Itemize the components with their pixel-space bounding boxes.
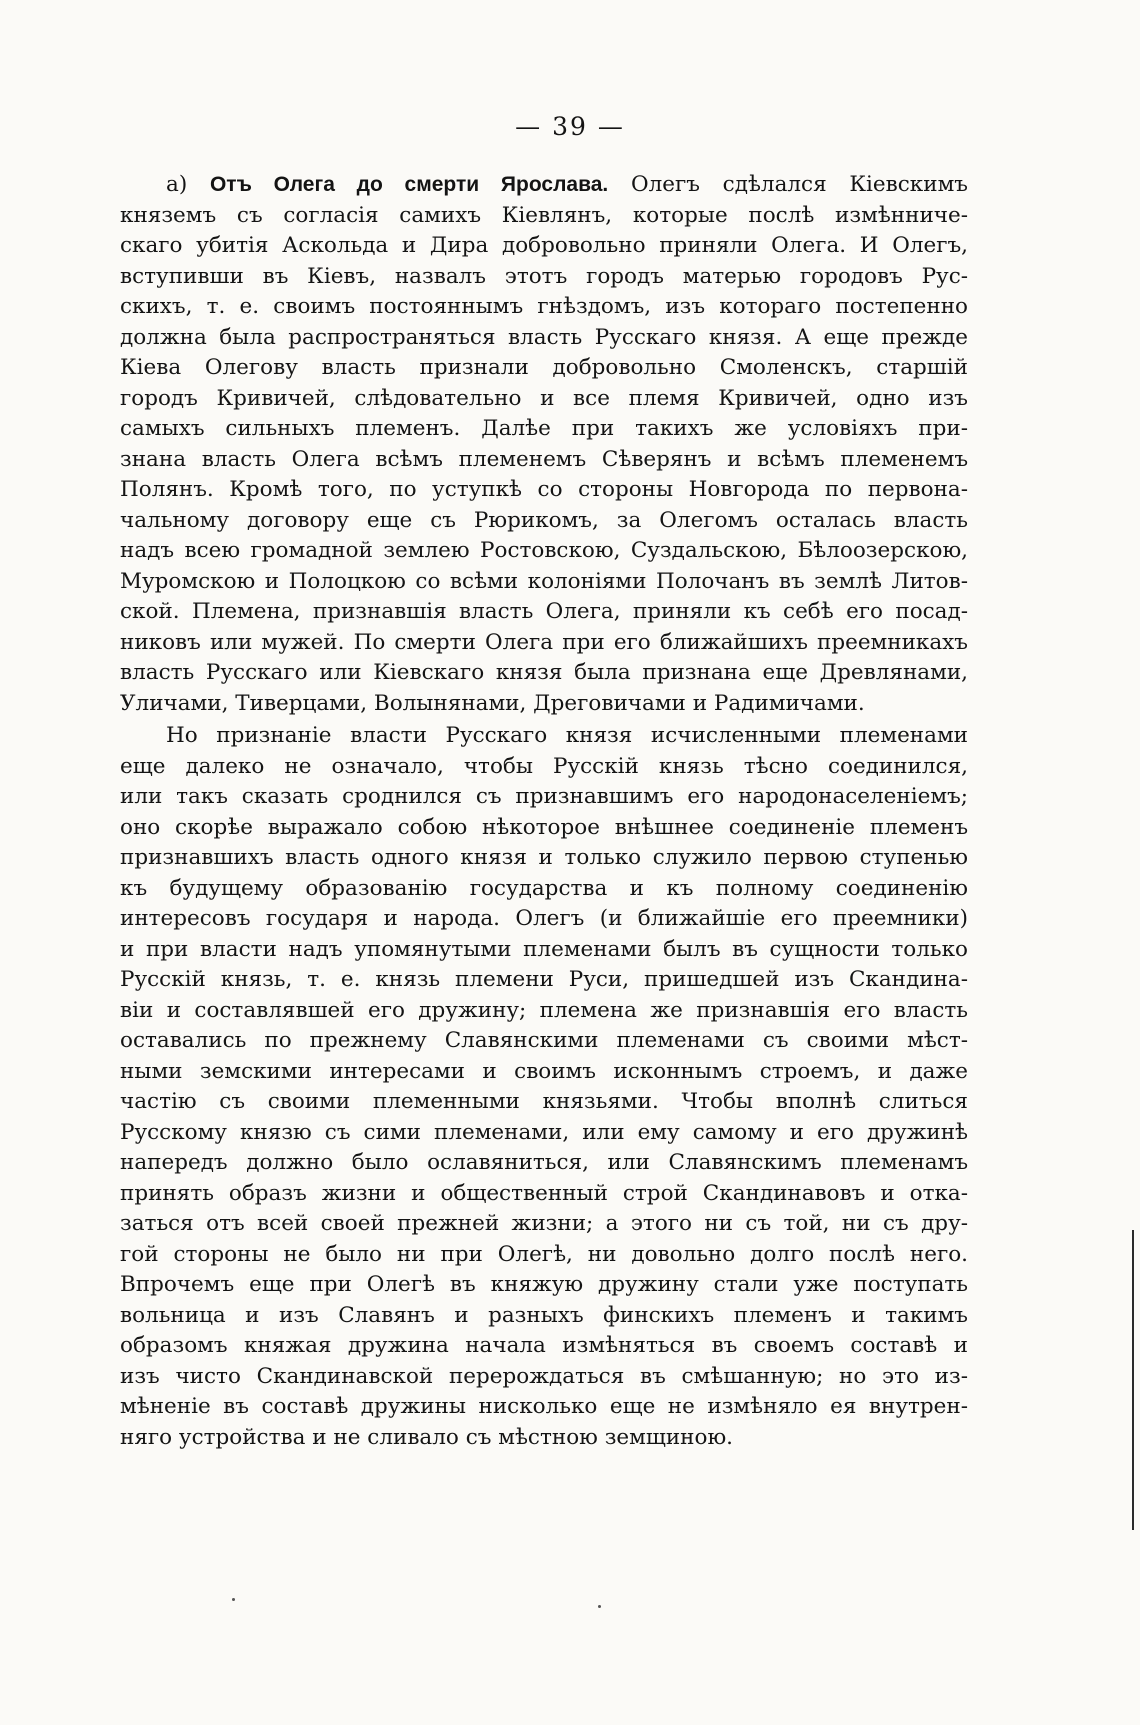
text-line: Уличами, Тиверцами, Волынянами, Дреговичами и Радимичами.	[120, 690, 865, 716]
text-line: мѣненіе въ составѣ дружины нисколько еще не измѣняло ея внутрен-	[120, 1394, 968, 1419]
text-line: интересовъ государя и народа. Олегъ (и ближайшіе его преемники)	[120, 906, 968, 931]
text-line: Русскій князь, т. е. князь племени Руси, пришедшей изъ Скандина-	[120, 967, 968, 992]
text-line: ными земскими интересами и своимъ исконнымъ строемъ, и даже	[120, 1058, 968, 1084]
text-line: вступивши въ Кіевъ, назвалъ этотъ городъ матерью городовъ Рус-	[120, 263, 968, 289]
text-line: скаго убитія Аскольда и Дира добровольно приняли Олега. И Олегъ,	[120, 233, 968, 258]
text-line: городъ Кривичей, слѣдовательно и все племя Кривичей, одно изъ	[120, 385, 968, 411]
text-line: знана власть Олега всѣмъ племенемъ Сѣверянъ и всѣмъ племенемъ	[120, 446, 968, 472]
text-line: няго устройства и не сливало съ мѣстною земщиною.	[120, 1424, 734, 1450]
text-line: еще далеко не означало, чтобы Русскій князь тѣсно соединился,	[120, 753, 968, 779]
section-heading: Отъ Олега до смерти Ярослава.	[209, 173, 609, 196]
text-line: Муромскою и Полоцкою со всѣми колоніями Полочанъ въ землѣ Литов-	[120, 568, 968, 594]
text-line: или такъ сказать сроднился съ признавшимъ его народонаселеніемъ;	[120, 784, 968, 809]
paragraph-1-first-line	[120, 170, 968, 201]
text-line: частію съ своими племенными князьями. Чтобы вполнѣ слиться	[120, 1089, 968, 1114]
text-line: оставались по прежнему Славянскими племенами съ своими мѣст-	[120, 1028, 968, 1053]
paragraph-2-first-line: Но признаніе власти Русскаго князя исчисленными племенами	[166, 723, 968, 748]
text-line: образомъ княжая дружина начала измѣняться въ своемъ составѣ и	[120, 1333, 968, 1358]
text-line: Впрочемъ еще при Олегѣ въ княжую дружину стали уже поступать	[120, 1272, 968, 1297]
text-line: Русскому князю съ сими племенами, или ему самому и его дружинѣ	[120, 1119, 968, 1145]
text-line: изъ чисто Скандинавской перерождаться въ смѣшанную; но это из-	[120, 1363, 968, 1389]
text-line: гой стороны не было ни при Олегѣ, ни довольно долго послѣ него.	[120, 1241, 968, 1267]
text-line: вольница и изъ Славянъ и разныхъ финскихъ племенъ и такимъ	[120, 1302, 968, 1328]
text-line: надъ всею громадной землею Ростовскою, Суздальскою, Бѣлоозерскою,	[120, 538, 968, 563]
paragraph-1-lead-text: Олегъ сдѣлался Кіевскимъ	[630, 172, 968, 197]
text-line: признавшихъ власть одного князя и только служило первою ступенью	[120, 845, 968, 870]
text-line: Полянъ. Кромѣ того, по уступкѣ со стороны Новгорода по первона-	[120, 477, 968, 502]
print-speck	[232, 1598, 235, 1601]
text-line: Кіева Олегову власть признали добровольно Смоленскъ, старшій	[120, 355, 968, 380]
text-line: заться отъ всей своей прежней жизни; а этого ни съ той, ни съ дру-	[120, 1211, 968, 1236]
text-line: княземъ съ согласія самихъ Кіевлянъ, которые послѣ измѣнниче-	[120, 202, 968, 228]
page-edge-shadow	[1132, 1230, 1134, 1530]
text-line: самыхъ сильныхъ племенъ. Далѣе при такихъ же условіяхъ при-	[120, 416, 968, 441]
text-line: напередъ должно было ославяниться, или Славянскимъ племенамъ	[120, 1150, 968, 1175]
page-number: — 39 —	[515, 112, 625, 141]
text-line: принять образъ жизни и общественный строй Скандинавовъ и отка-	[120, 1180, 968, 1206]
text-line: никовъ или мужей. По смерти Олега при его ближайшихъ преемникахъ	[120, 629, 968, 655]
text-line: оно скорѣе выражало собою нѣкоторое внѣшнее соединеніе племенъ	[120, 814, 968, 840]
print-speck	[598, 1605, 601, 1608]
text-line: и при власти надъ упомянутыми племенами былъ въ сущности только	[120, 936, 968, 962]
text-line: ской. Племена, признавшія власть Олега, приняли къ себѣ его посад-	[120, 599, 968, 624]
text-line: віи и составлявшей его дружину; племена же признавшія его власть	[120, 997, 968, 1023]
text-line: должна была распространяться власть Русскаго князя. А еще прежде	[120, 324, 968, 350]
text-line: къ будущему образованію государства и къ полному соединенію	[120, 875, 968, 901]
text-line: власть Русскаго или Кіевскаго князя была признана еще Древлянами,	[120, 660, 968, 685]
text-line: скихъ, т. е. своимъ постояннымъ гнѣздомъ, изъ котораго постепенно	[120, 294, 968, 319]
text-column	[120, 170, 968, 1453]
section-marker: а)	[166, 172, 188, 197]
text-line: чальному договору еще съ Рюрикомъ, за Олегомъ осталась власть	[120, 507, 968, 533]
